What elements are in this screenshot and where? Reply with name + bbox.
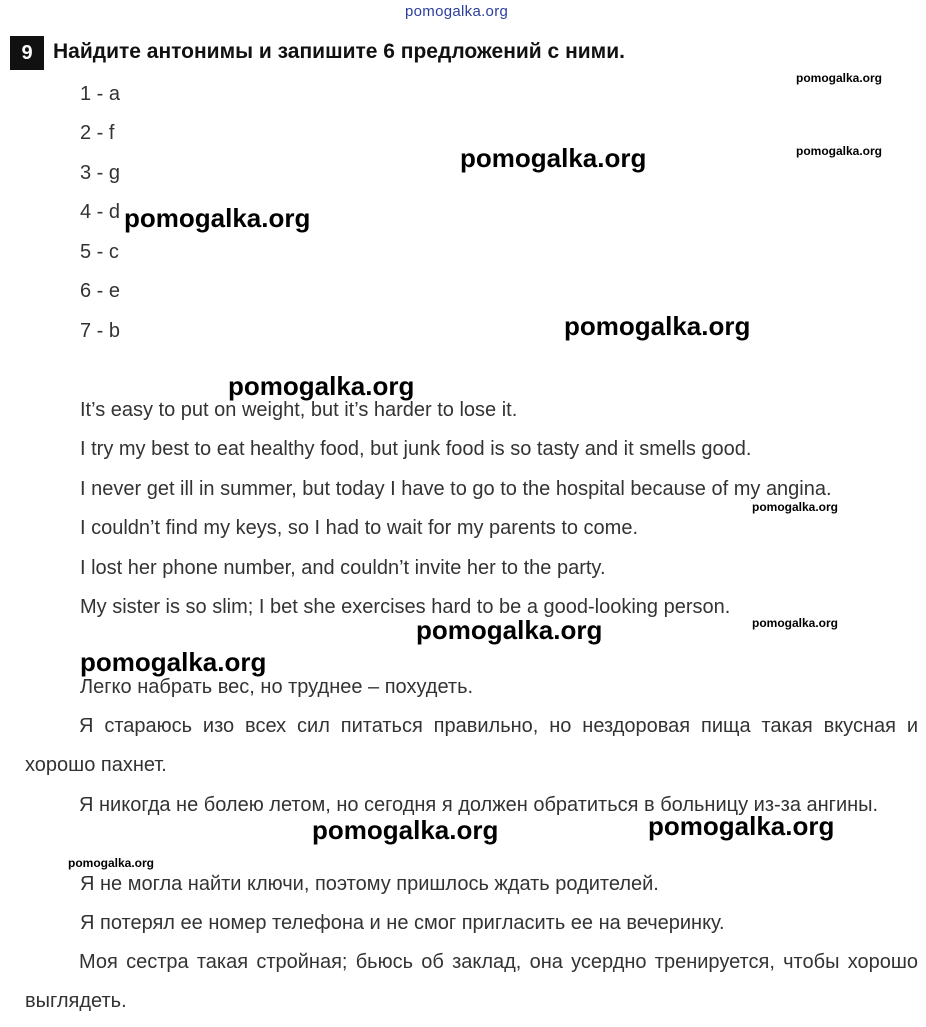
english-sentence: I never get ill in summer, but today I have to go to the hospital because of my angina. xyxy=(80,478,832,500)
watermark-small: pomogalka.org xyxy=(68,856,155,870)
answer-3: 3 - g xyxy=(80,162,121,184)
english-sentence: It’s easy to put on weight, but it’s harder to lose it. xyxy=(80,399,518,421)
watermark-small: pomogalka.org xyxy=(752,616,839,630)
russian-sentence: Я не могла найти ключи, поэтому пришлось ждать родителей. xyxy=(80,873,659,895)
watermark-small: pomogalka.org xyxy=(796,144,883,158)
russian-sentence: Я стараюсь изо всех сил питаться правильно, но нездоровая пища такая вкусная и хорошо пахнет. xyxy=(25,715,918,776)
answer-6: 6 - e xyxy=(80,280,121,302)
answer-7: 7 - b xyxy=(80,320,121,342)
task-title: Найдите антонимы и запишите 6 предложений с ними. xyxy=(53,40,625,63)
russian-sentence: Я потерял ее номер телефона и не смог пригласить ее на вечеринку. xyxy=(80,912,725,934)
answer-1: 1 - a xyxy=(80,83,121,105)
watermark-small: pomogalka.org xyxy=(796,71,883,85)
watermark-small: pomogalka.org xyxy=(752,500,839,514)
russian-sentence: Я никогда не болею летом, но сегодня я должен обратиться в больницу из-за ангины. xyxy=(79,794,879,816)
watermark: pomogalka.org xyxy=(460,143,647,173)
english-sentence: I lost her phone number, and couldn’t invite her to the party. xyxy=(80,557,606,579)
russian-sentence: Легко набрать вес, но труднее – похудеть. xyxy=(80,676,474,698)
watermark: pomogalka.org xyxy=(228,371,415,401)
watermark: pomogalka.org xyxy=(416,615,603,645)
english-sentence: I try my best to eat healthy food, but junk food is so tasty and it smells good. xyxy=(80,438,752,460)
task-number-badge: 9 xyxy=(10,36,44,70)
watermark: pomogalka.org xyxy=(80,647,267,677)
watermark: pomogalka.org xyxy=(648,811,835,841)
russian-sentence: Моя сестра такая стройная; бьюсь об заклад, она усердно тренируется, чтобы хорошо выглядеть. xyxy=(25,951,918,1012)
answer-2: 2 - f xyxy=(80,122,115,144)
english-sentence: My sister is so slim; I bet she exercises hard to be a good-looking person. xyxy=(80,596,731,618)
answer-4: 4 - d xyxy=(80,201,121,223)
answer-5: 5 - c xyxy=(80,241,119,263)
english-sentence: I couldn’t find my keys, so I had to wait for my parents to come. xyxy=(80,517,639,539)
watermark: pomogalka.org xyxy=(564,311,751,341)
watermark-top: pomogalka.org xyxy=(405,3,509,20)
watermark: pomogalka.org xyxy=(312,815,499,845)
watermark: pomogalka.org xyxy=(124,203,311,233)
